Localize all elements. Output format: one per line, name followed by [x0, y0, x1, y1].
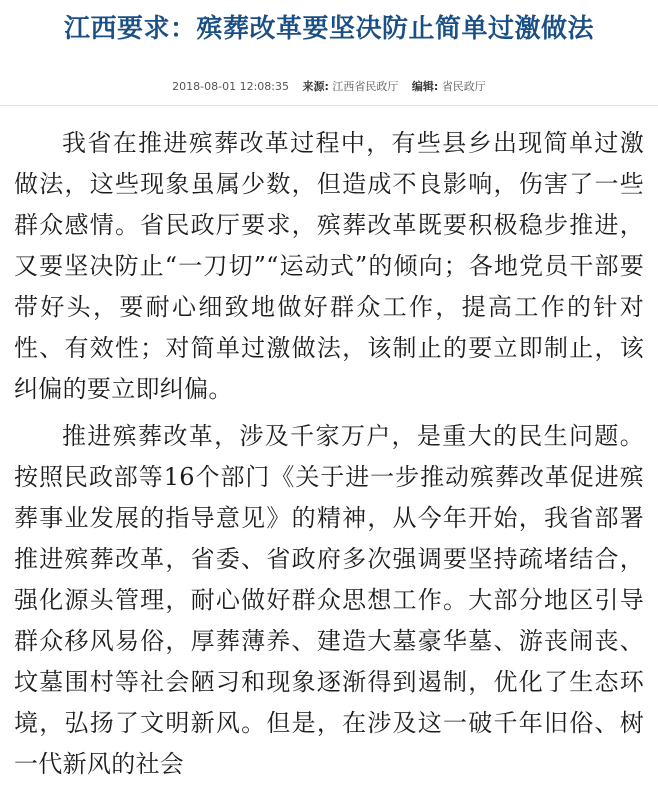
- source-value: 江西省民政厅: [332, 80, 399, 93]
- publish-datetime: 2018-08-01 12:08:35: [172, 80, 289, 93]
- editor-value: 省民政厅: [441, 80, 486, 93]
- article-title: 江西要求：殡葬改革要坚决防止简单过激做法: [63, 14, 594, 44]
- paragraph-1: 我省在推进殡葬改革过程中，有些县乡出现简单过激做法，这些现象虽属少数，但造成不良影响，伤害了一些群众感情。省民政厅要求，殡葬改革既要积极稳步推进，又要坚决防止“一刀切”“运动式”的倾向；各地党员干部要带好头，要耐心细致地做好群众工作，提高工作的针对性、有效性；对简单过激做法，该制止的要立即制止，该纠偏的要立即纠偏。: [14, 129, 644, 403]
- editor-label: 编辑:: [411, 80, 439, 93]
- header-divider: [0, 105, 658, 106]
- paragraph-2: 推进殡葬改革，涉及千家万户，是重大的民生问题。按照民政部等16个部门《关于进一步推动殡葬改革促进殡葬事业发展的指导意见》的精神，从今年开始，我省部署推进殡葬改革，省委、省政府多次强调要坚持疏堵结合，强化源头管理，耐心做好群众思想工作。大部分地区引导群众移风易俗，厚葬薄养、建造大墓豪华墓、游丧闹丧、坟墓围村等社会陋习和现象逐渐得到遏制，优化了生态环境，弘扬了文明新风。但是，在涉及这一破千年旧俗、树一代新风的社会: [14, 422, 644, 778]
- source-label: 来源:: [302, 80, 329, 93]
- article-meta: [0, 78, 658, 94]
- article-body: [14, 123, 644, 791]
